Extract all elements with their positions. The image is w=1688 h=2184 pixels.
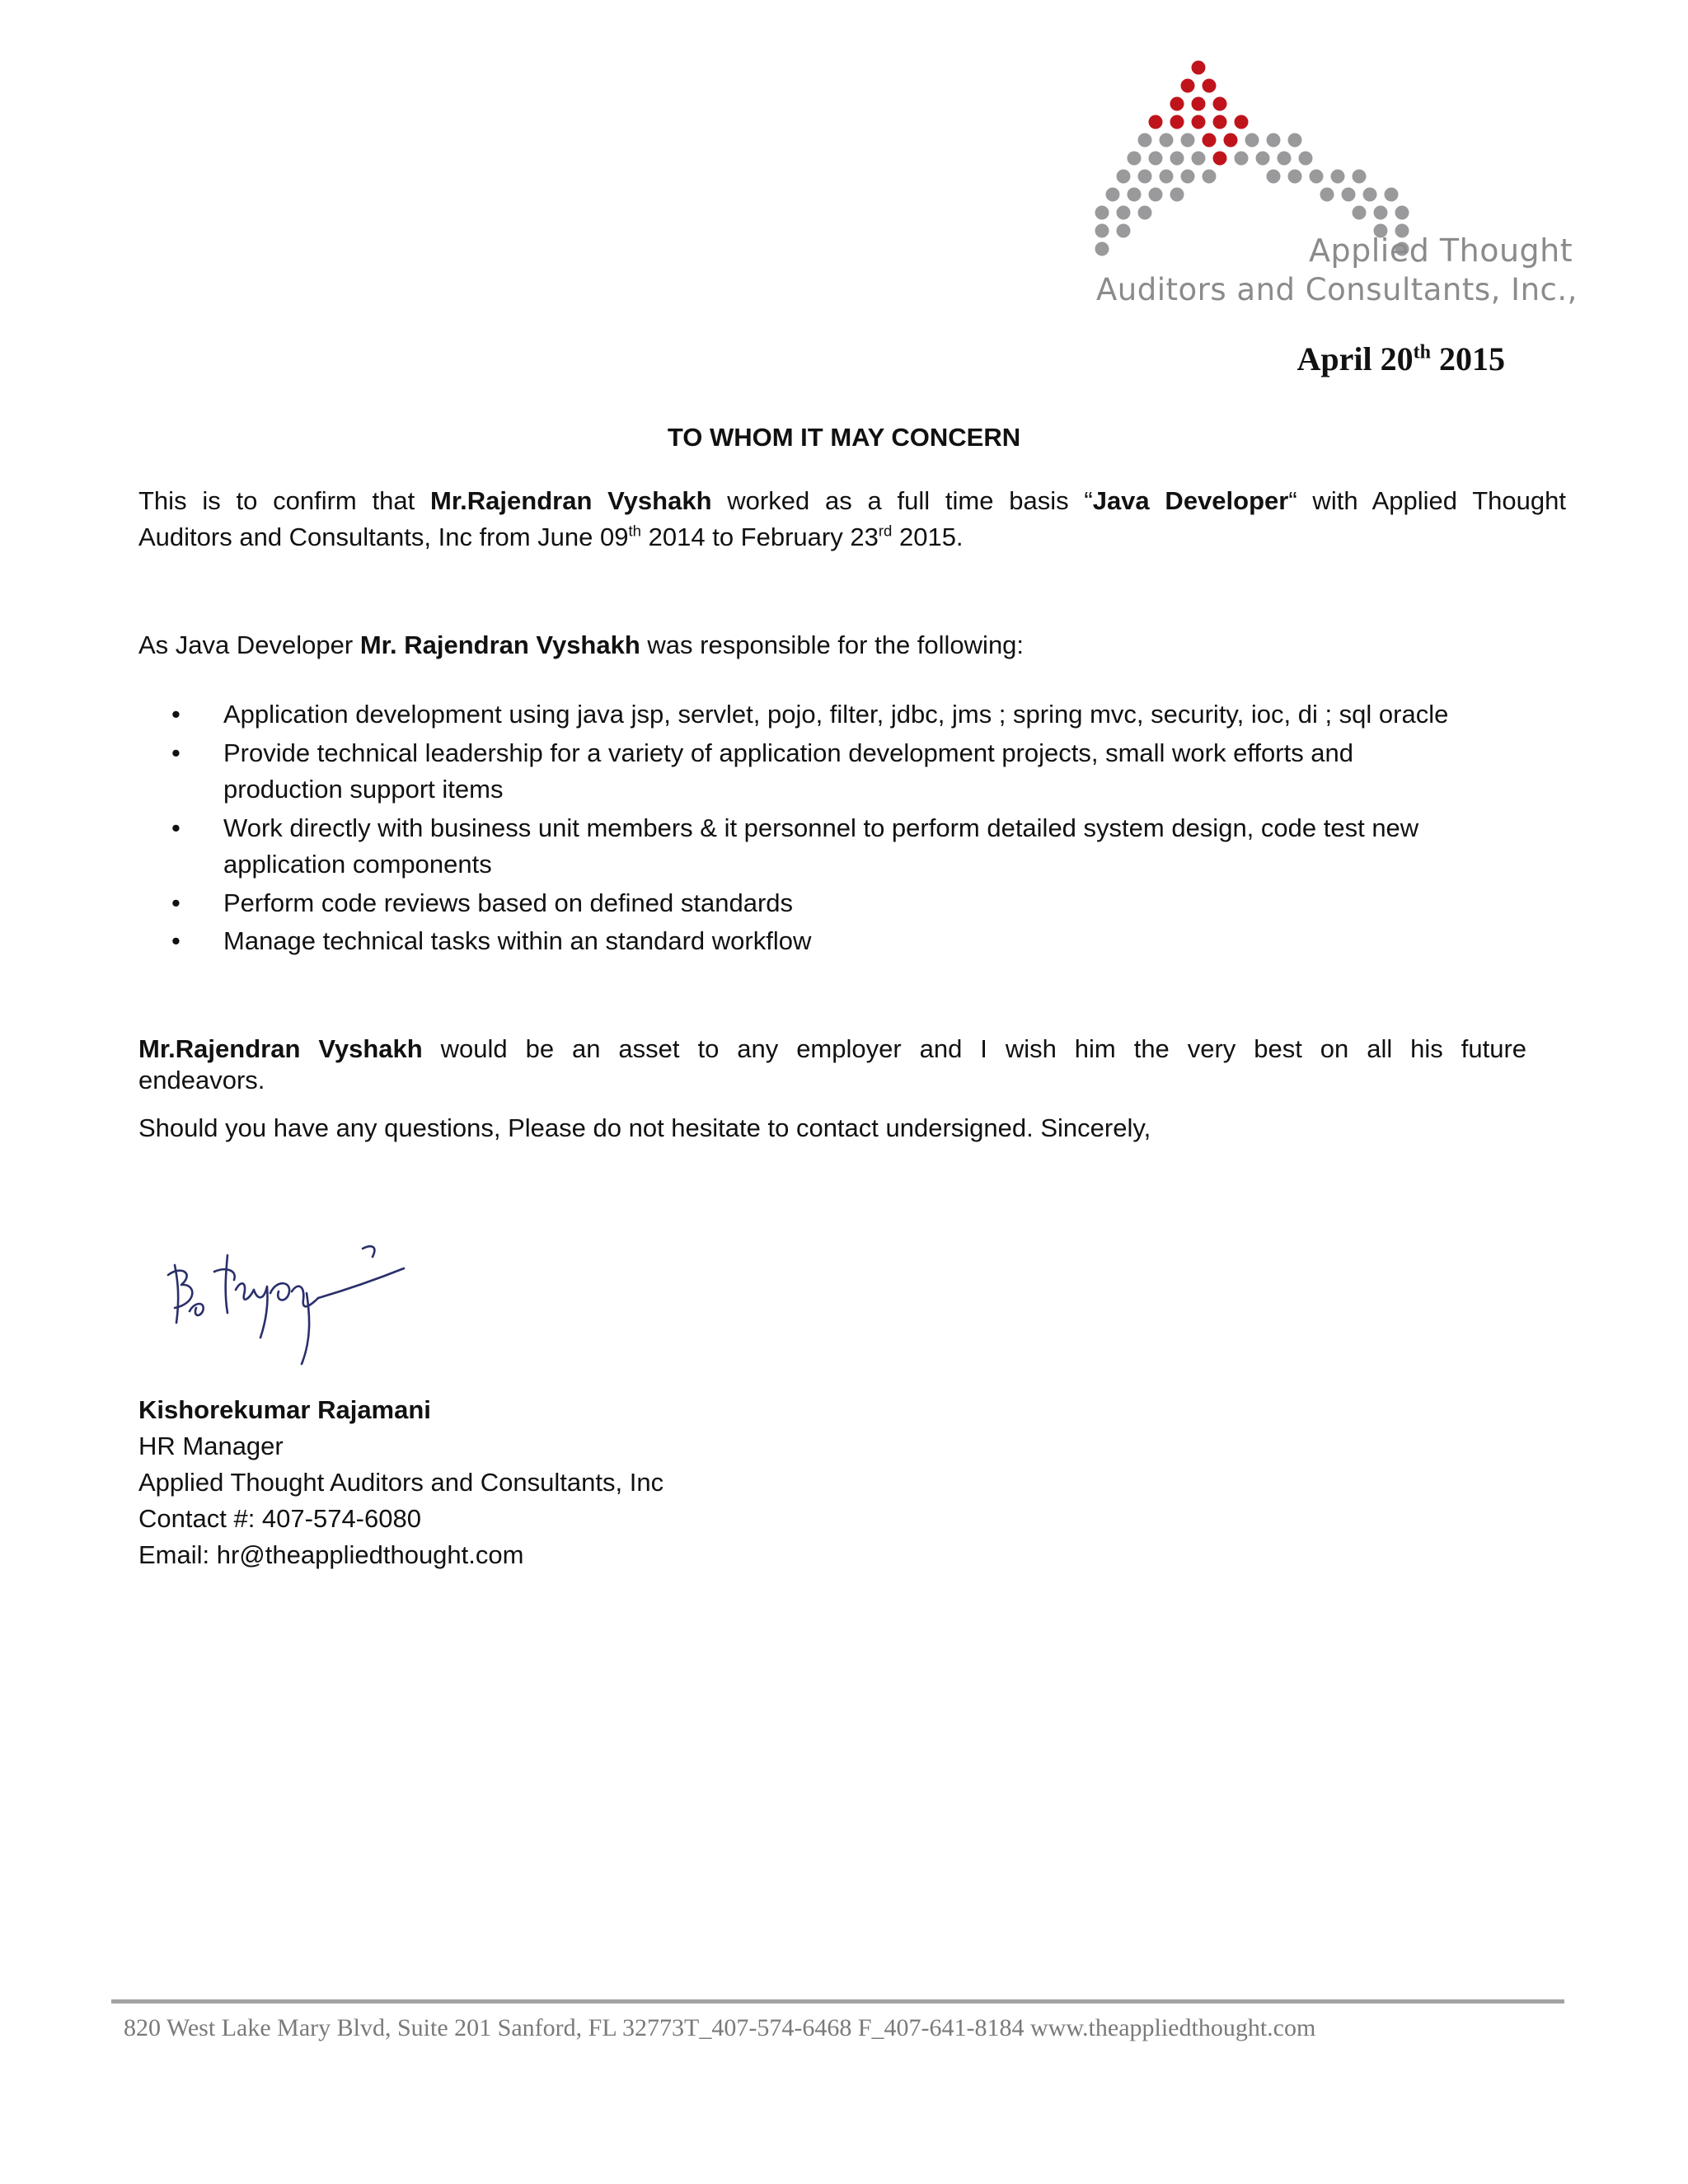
letter-date: April 20th 2015 — [1296, 340, 1505, 377]
logo-dot — [1192, 115, 1206, 129]
logo-dot — [1267, 134, 1281, 148]
bullet-icon: • — [171, 738, 181, 767]
bullet-icon: • — [171, 700, 181, 729]
logo-dot — [1310, 170, 1324, 184]
handwritten-signature — [157, 1232, 429, 1372]
logo-dot — [1203, 134, 1217, 148]
logo-dot — [1095, 224, 1109, 238]
logo-dot — [1385, 188, 1399, 202]
logo-dot — [1095, 206, 1109, 220]
logo-dot — [1128, 188, 1142, 202]
logo-dot — [1170, 152, 1184, 166]
bullet-icon: • — [171, 813, 181, 842]
para3 — [138, 1031, 1526, 1099]
logo-dot — [1203, 170, 1217, 184]
logo-dot — [1288, 134, 1302, 148]
logo-dot — [1149, 152, 1163, 166]
footer-divider — [111, 1999, 1564, 2004]
logo-dot — [1138, 206, 1152, 220]
logo-dot — [1160, 170, 1174, 184]
logo-dot — [1256, 152, 1270, 166]
bullet-icon: • — [171, 888, 181, 917]
logo-dot — [1149, 115, 1163, 129]
logo-dot — [1117, 206, 1131, 220]
bullet-icon: • — [171, 926, 181, 955]
para3-line2: endeavors. — [138, 1066, 265, 1094]
responsibilities-list — [138, 696, 1573, 962]
logo-dot — [1181, 170, 1195, 184]
logo-dot — [1170, 97, 1184, 111]
logo-dot — [1213, 115, 1227, 129]
list-item: • Work directly with business unit members & it personnel to perform detailed system design, code test new application components — [138, 810, 1573, 883]
para1-line2: Auditors and Consultants, Inc from June 09th 2014 to February 23rd 2015. — [138, 522, 964, 551]
list-item: • Manage technical tasks within an standard workflow — [138, 923, 1573, 960]
company-logo — [1088, 59, 1599, 323]
logo-dot — [1299, 152, 1313, 166]
logo-dot — [1288, 170, 1302, 184]
list-item: • Perform code reviews based on defined standards — [138, 885, 1573, 922]
signatory-contact: Contact #: 407-574-6080 — [138, 1504, 421, 1533]
logo-dot — [1353, 170, 1367, 184]
logo-dot — [1331, 170, 1345, 184]
logo-dot — [1235, 115, 1249, 129]
signatory-name: Kishorekumar Rajamani — [138, 1395, 431, 1424]
logo-dot — [1320, 188, 1334, 202]
logo-dot — [1213, 152, 1227, 166]
para1-line1: This is to confirm that Mr.Rajendran Vyshakh worked as a full time basis “Java Developer“ with Applied Thought — [138, 486, 1566, 515]
logo-dot — [1235, 152, 1249, 166]
logo-dot — [1213, 97, 1227, 111]
signatory-email: Email: hr@theappliedthought.com — [138, 1540, 524, 1569]
logo-text-line1: Applied Thought — [1309, 232, 1573, 269]
logo-dot — [1138, 134, 1152, 148]
logo-dot-arch-icon — [1088, 59, 1599, 257]
logo-dot — [1245, 134, 1259, 148]
signatory-title: HR Manager — [138, 1432, 284, 1460]
letter-heading: TO WHOM IT MAY CONCERN — [667, 423, 1021, 452]
logo-text-line2: Auditors and Consultants, Inc., — [1096, 272, 1578, 307]
logo-dot — [1138, 170, 1152, 184]
logo-dot — [1353, 206, 1367, 220]
logo-dot — [1363, 188, 1377, 202]
logo-dot — [1192, 61, 1206, 75]
para4: Should you have any questions, Please do not hesitate to contact undersigned. Sincerely, — [138, 1113, 1151, 1142]
logo-dot — [1106, 188, 1120, 202]
list-item: • Provide technical leadership for a variety of application development projects, small work efforts and production support items — [138, 735, 1573, 808]
logo-dot — [1192, 97, 1206, 111]
logo-dot — [1117, 224, 1131, 238]
logo-dot — [1128, 152, 1142, 166]
logo-dot — [1149, 188, 1163, 202]
logo-dot — [1374, 206, 1388, 220]
logo-dot — [1203, 79, 1217, 93]
logo-dot — [1224, 134, 1238, 148]
para3-line1: Mr.Rajendran Vyshakh would be an asset to any employer and I wish him the very best on all his future — [138, 1034, 1527, 1063]
logo-dot — [1160, 134, 1174, 148]
logo-dot — [1192, 152, 1206, 166]
logo-dot — [1170, 115, 1184, 129]
logo-dot — [1181, 134, 1195, 148]
para2: As Java Developer Mr. Rajendran Vyshakh was responsible for the following: — [138, 630, 1025, 659]
logo-dot — [1267, 170, 1281, 184]
list-item: • Application development using java jsp, servlet, pojo, filter, jdbc, jms ; spring mvc, security, ioc, di ; sql oracle — [138, 696, 1573, 733]
logo-dot — [1181, 79, 1195, 93]
logo-dot — [1342, 188, 1356, 202]
signatory-company: Applied Thought Auditors and Consultants, Inc — [138, 1468, 664, 1497]
logo-dot — [1095, 242, 1109, 256]
logo-dot — [1395, 206, 1409, 220]
footer-address: 820 West Lake Mary Blvd, Suite 201 Sanford, FL 32773T_407-574-6468 F_407-641-8184 www.theappliedthought.com — [124, 2014, 1316, 2041]
logo-dot — [1170, 188, 1184, 202]
logo-dot — [1278, 152, 1292, 166]
logo-dot — [1117, 170, 1131, 184]
